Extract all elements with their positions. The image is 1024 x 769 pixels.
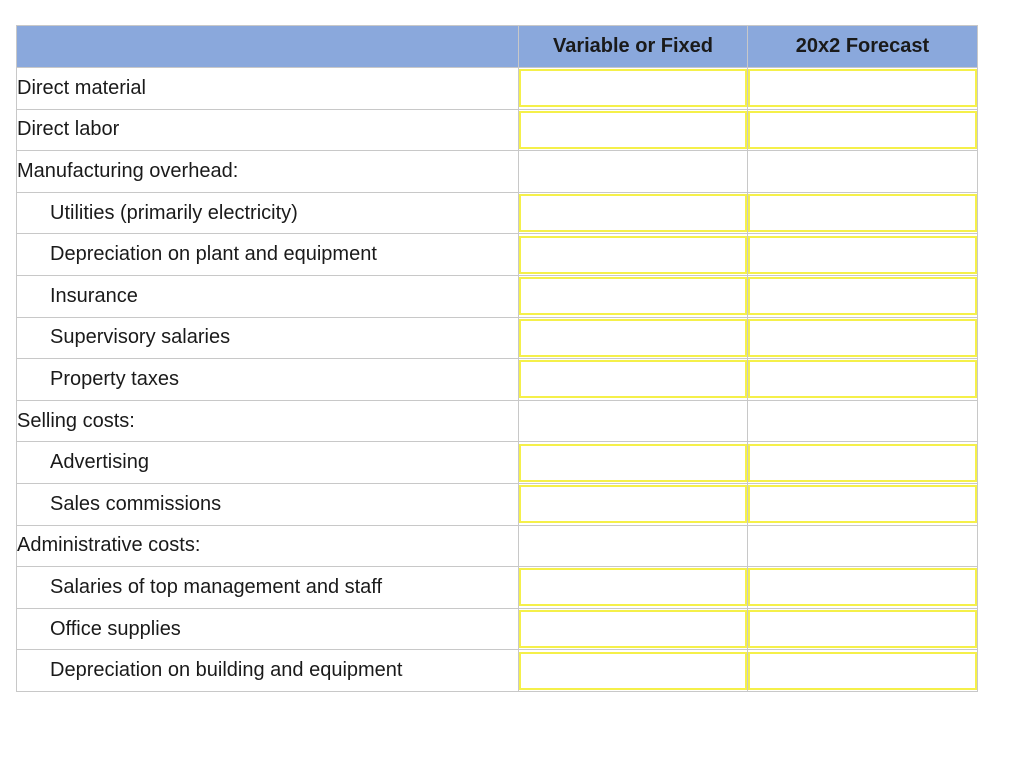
variable-or-fixed-cell [519,567,748,609]
row-label: Depreciation on building and equipment [17,650,519,692]
row-label: Direct labor [17,109,519,151]
empty-cell [519,525,748,567]
variable-or-fixed-input[interactable] [519,610,747,648]
forecast-input[interactable] [748,277,977,315]
variable-or-fixed-input[interactable] [519,485,747,523]
variable-or-fixed-cell [519,317,748,359]
row-label: Sales commissions [17,483,519,525]
variable-or-fixed-cell [519,234,748,276]
table-row [17,275,978,317]
empty-cell [748,151,978,193]
row-label: Insurance [17,275,519,317]
empty-cell [519,400,748,442]
variable-or-fixed-cell [519,192,748,234]
forecast-cell [748,650,978,692]
table-row [17,650,978,692]
variable-or-fixed-cell [519,650,748,692]
cost-classification-table [16,25,978,692]
empty-cell [748,525,978,567]
variable-or-fixed-input[interactable] [519,568,747,606]
header-forecast: 20x2 Forecast [748,26,978,68]
variable-or-fixed-cell [519,68,748,110]
table-row [17,192,978,234]
row-label: Property taxes [17,359,519,401]
row-label: Direct material [17,68,519,110]
row-label: Manufacturing overhead: [17,151,519,193]
variable-or-fixed-cell [519,275,748,317]
row-label: Utilities (primarily electricity) [17,192,519,234]
forecast-cell [748,68,978,110]
table-row [17,359,978,401]
variable-or-fixed-cell [519,483,748,525]
row-label: Office supplies [17,608,519,650]
variable-or-fixed-input[interactable] [519,319,747,357]
forecast-input[interactable] [748,610,977,648]
variable-or-fixed-cell [519,608,748,650]
forecast-input[interactable] [748,111,977,149]
table-header-row [17,26,978,68]
variable-or-fixed-input[interactable] [519,236,747,274]
forecast-input[interactable] [748,568,977,606]
variable-or-fixed-cell [519,109,748,151]
forecast-input[interactable] [748,236,977,274]
forecast-input[interactable] [748,69,977,107]
variable-or-fixed-input[interactable] [519,360,747,398]
empty-cell [748,400,978,442]
forecast-cell [748,608,978,650]
row-label: Administrative costs: [17,525,519,567]
variable-or-fixed-cell [519,359,748,401]
table-row [17,317,978,359]
table-row [17,68,978,110]
forecast-input[interactable] [748,444,977,482]
forecast-cell [748,234,978,276]
forecast-cell [748,192,978,234]
forecast-cell [748,567,978,609]
variable-or-fixed-input[interactable] [519,277,747,315]
forecast-input[interactable] [748,360,977,398]
table-row [17,608,978,650]
variable-or-fixed-input[interactable] [519,69,747,107]
table-row [17,234,978,276]
forecast-cell [748,483,978,525]
row-label: Salaries of top management and staff [17,567,519,609]
row-label: Depreciation on plant and equipment [17,234,519,276]
forecast-input[interactable] [748,194,977,232]
table-row [17,109,978,151]
table-row [17,567,978,609]
table-row [17,483,978,525]
row-label: Advertising [17,442,519,484]
forecast-input[interactable] [748,485,977,523]
forecast-input[interactable] [748,319,977,357]
forecast-cell [748,109,978,151]
table-row [17,151,978,193]
forecast-cell [748,359,978,401]
header-variable-or-fixed: Variable or Fixed [519,26,748,68]
variable-or-fixed-input[interactable] [519,652,747,690]
variable-or-fixed-cell [519,442,748,484]
table-body [17,68,978,692]
table-row [17,442,978,484]
empty-cell [519,151,748,193]
forecast-cell [748,442,978,484]
variable-or-fixed-input[interactable] [519,111,747,149]
forecast-input[interactable] [748,652,977,690]
variable-or-fixed-input[interactable] [519,194,747,232]
table-row [17,525,978,567]
row-label: Supervisory salaries [17,317,519,359]
row-label: Selling costs: [17,400,519,442]
table-row [17,400,978,442]
forecast-cell [748,275,978,317]
header-label-cell [17,26,519,68]
forecast-cell [748,317,978,359]
variable-or-fixed-input[interactable] [519,444,747,482]
